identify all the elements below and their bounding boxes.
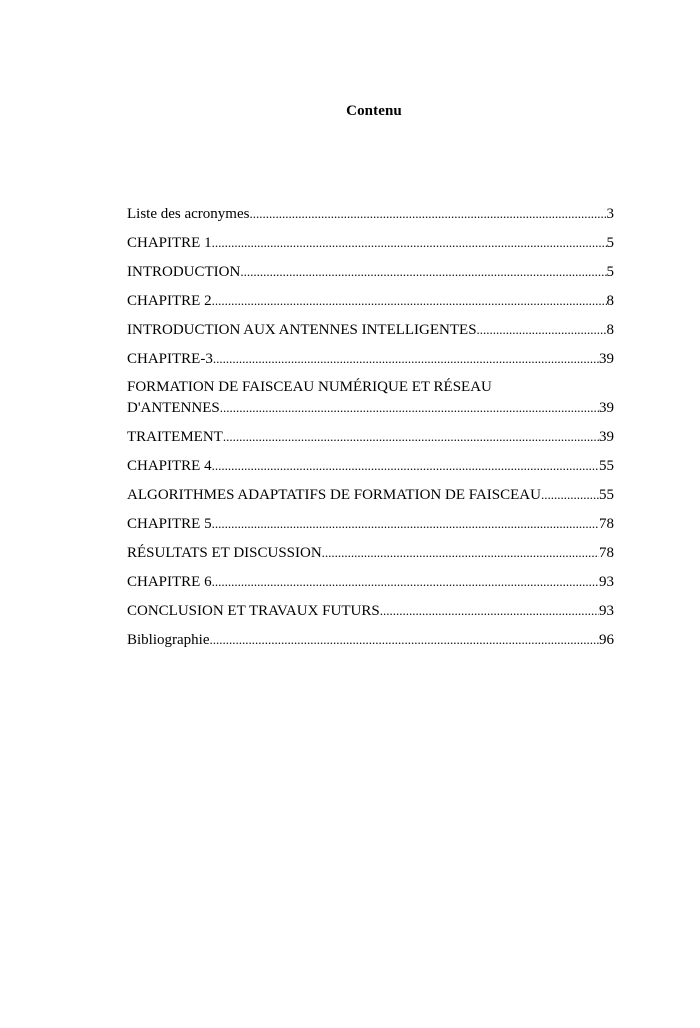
toc-entry-label: CHAPITRE 2 xyxy=(127,292,212,309)
toc-page-number: 8 xyxy=(606,292,614,309)
toc-entry-acronyms[interactable] xyxy=(127,204,614,225)
toc-dot-leader xyxy=(212,514,599,534)
toc-entry-label: INTRODUCTION xyxy=(127,263,241,280)
toc-entry-label: CHAPITRE 4 xyxy=(127,457,212,474)
toc-entry-label: TRAITEMENT xyxy=(127,428,223,445)
toc-entry-label-line1: FORMATION DE FAISCEAU NUMÉRIQUE ET RÉSEAU xyxy=(127,378,492,395)
toc-page-number: 78 xyxy=(599,515,614,532)
toc-entry-smart-antennas[interactable] xyxy=(127,320,614,341)
toc-page-number: 96 xyxy=(599,631,614,648)
toc-page-number: 55 xyxy=(599,486,614,503)
toc-dot-leader xyxy=(240,262,606,282)
toc-entry-beamforming-array[interactable] xyxy=(127,378,614,419)
toc-page-number: 8 xyxy=(606,321,614,338)
toc-dot-leader xyxy=(541,485,599,505)
toc-page-number: 39 xyxy=(599,399,614,416)
toc-entry-adaptive-algorithms[interactable] xyxy=(127,485,614,506)
toc-entry-label: CHAPITRE 6 xyxy=(127,573,212,590)
toc-dot-leader xyxy=(477,320,607,340)
toc-entry-label: CHAPITRE 5 xyxy=(127,515,212,532)
toc-page-number: 39 xyxy=(599,428,614,445)
toc-dot-leader xyxy=(223,427,599,447)
toc-entry-results[interactable] xyxy=(127,543,614,564)
toc-dot-leader xyxy=(210,630,600,650)
toc-dot-leader xyxy=(212,233,607,253)
toc-page-number: 93 xyxy=(599,602,614,619)
toc-entry-label: RÉSULTATS ET DISCUSSION xyxy=(127,544,322,561)
toc-entry-label: CHAPITRE 1 xyxy=(127,234,212,251)
toc-dot-leader xyxy=(212,291,607,311)
table-of-contents xyxy=(127,204,614,659)
toc-entry-chapitre-4[interactable] xyxy=(127,456,614,477)
toc-dot-leader xyxy=(212,572,599,592)
toc-dot-leader xyxy=(249,204,606,224)
toc-entry-label: Liste des acronymes xyxy=(127,206,250,222)
toc-entry-label: INTRODUCTION AUX ANTENNES INTELLIGENTES xyxy=(127,321,477,338)
toc-entry-label: Bibliographie xyxy=(127,631,210,648)
toc-page-number: 78 xyxy=(599,544,614,561)
toc-page-number: 5 xyxy=(606,234,614,251)
toc-entry-label: CONCLUSION ET TRAVAUX FUTURS xyxy=(127,602,380,619)
toc-entry-bibliographie[interactable] xyxy=(127,630,614,651)
toc-entry-label: ALGORITHMES ADAPTATIFS DE FORMATION DE FAISCEAU xyxy=(127,486,541,503)
toc-entry-label: CHAPITRE-3 xyxy=(127,350,213,367)
toc-entry-traitement[interactable] xyxy=(127,427,614,448)
toc-page-number: 39 xyxy=(599,350,614,367)
toc-entry-chapitre-5[interactable] xyxy=(127,514,614,535)
toc-entry-chapitre-3[interactable] xyxy=(127,349,614,370)
toc-page-number: 3 xyxy=(606,206,614,222)
toc-page-number: 93 xyxy=(599,573,614,590)
toc-entry-chapitre-1[interactable] xyxy=(127,233,614,254)
toc-dot-leader xyxy=(380,601,599,621)
page-title: Contenu xyxy=(346,103,402,119)
toc-dot-leader xyxy=(220,398,599,418)
toc-entry-introduction[interactable] xyxy=(127,262,614,283)
toc-entry-conclusion[interactable] xyxy=(127,601,614,622)
toc-page-number: 5 xyxy=(606,263,614,280)
toc-page-number: 55 xyxy=(599,457,614,474)
toc-entry-chapitre-2[interactable] xyxy=(127,291,614,312)
toc-dot-leader xyxy=(322,543,599,563)
toc-entry-chapitre-6[interactable] xyxy=(127,572,614,593)
toc-dot-leader xyxy=(213,349,599,369)
toc-entry-label: D'ANTENNES xyxy=(127,399,220,416)
toc-dot-leader xyxy=(212,456,599,476)
